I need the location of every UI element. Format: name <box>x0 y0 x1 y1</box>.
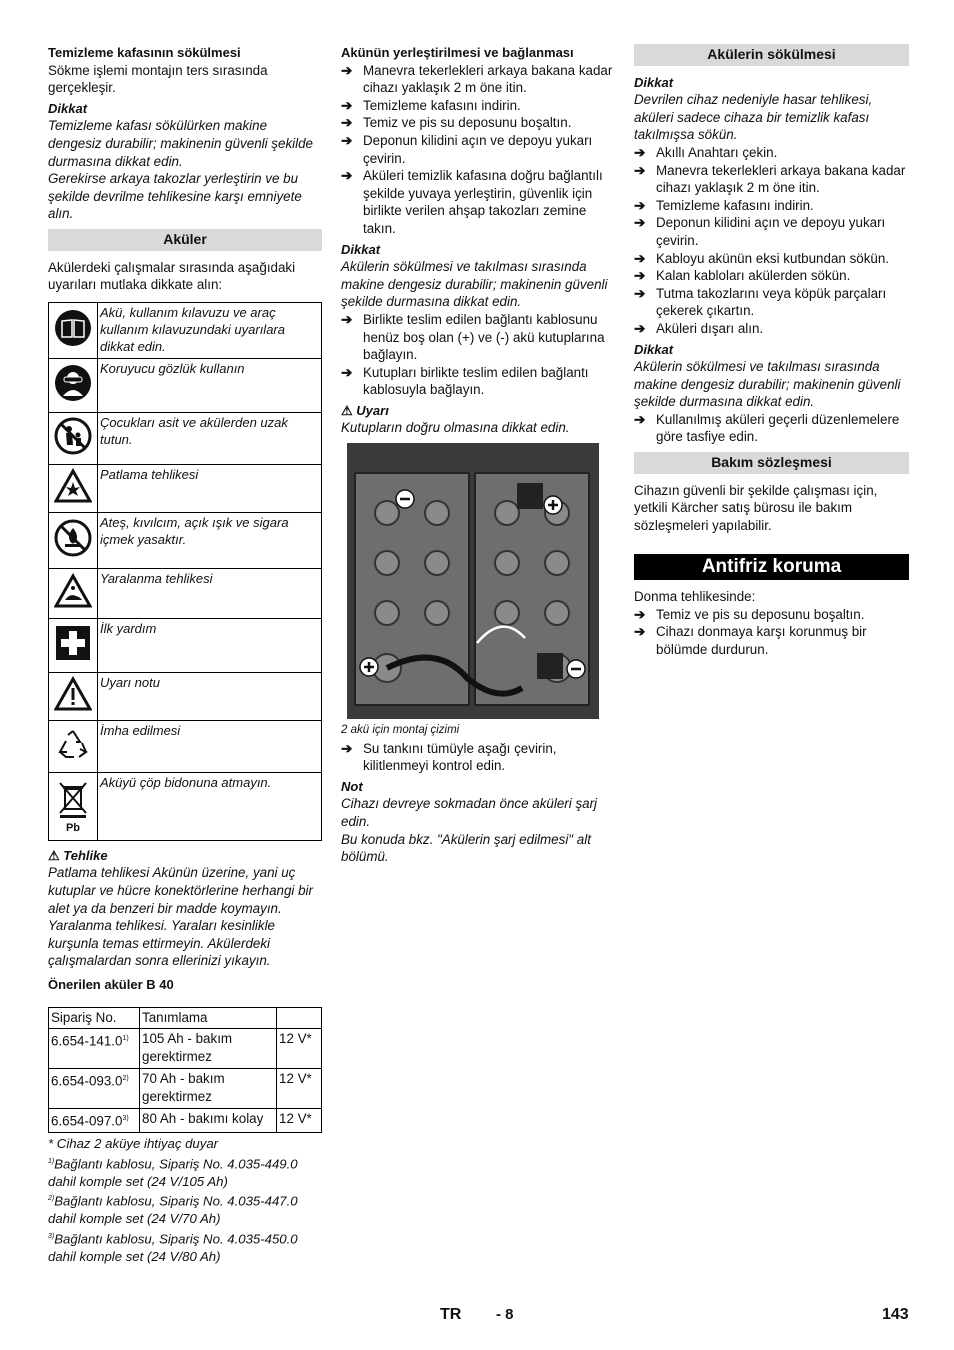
list-item <box>341 740 613 775</box>
table-cell <box>49 1069 140 1109</box>
steps-list <box>341 62 613 238</box>
list-item <box>341 97 613 115</box>
arrow-icon: ➔ <box>341 311 353 327</box>
arrow-icon: ➔ <box>341 364 353 380</box>
footnote-ref: 1) <box>122 1035 129 1043</box>
list-item <box>341 62 613 97</box>
step-text: Aküleri dışarı alın. <box>656 320 764 336</box>
arrow-icon: ➔ <box>341 115 353 131</box>
list-item <box>634 320 909 338</box>
column-left <box>48 44 322 1265</box>
step-text: Deponun kilidini açın ve depoyu yukarı çevirin. <box>363 132 593 166</box>
list-item <box>634 197 909 215</box>
table-cell: 70 Ah - bakım gerektirmez <box>140 1069 277 1109</box>
note-text: Cihazı devreye sokmadan önce aküleri şarj edin. <box>341 796 598 830</box>
pb-label: Pb <box>65 821 81 834</box>
arrow-icon: ➔ <box>634 197 646 213</box>
note-text: Bu konuda bkz. "Akülerin şarj edilmesi" alt bölümü. <box>341 831 591 865</box>
list-item <box>341 114 613 132</box>
section-title-cleaning-head: Temizleme kafasının sökülmesi <box>48 45 241 60</box>
step-text: Akıllı Anahtarı çekin. <box>656 144 778 160</box>
keep-children-away-icon <box>49 412 98 464</box>
footnote <box>48 1228 322 1266</box>
step-text: Deponun kilidini açın ve depoyu yukarı çevirin. <box>656 215 886 248</box>
table-cell: 12 V* <box>277 1069 322 1109</box>
footnote-text: Bağlantı kablosu, Sipariş No. 4.035-450.0 dahil komple set (24 V/80 Ah) <box>48 1231 298 1264</box>
arrow-icon: ➔ <box>341 168 353 184</box>
table-header <box>277 1008 322 1029</box>
arrow-icon: ➔ <box>341 97 353 113</box>
warning-text: Uyarı notu <box>98 672 322 720</box>
order-no: 6.654-097.0 <box>51 1113 123 1129</box>
no-trash-bin-icon <box>49 772 98 840</box>
warning-text: Çocukları asit ve akülerden uzak tutun. <box>98 412 322 464</box>
section-band-maintenance-contract: Bakım sözleşmesi <box>634 452 909 474</box>
list-item <box>634 623 909 658</box>
warning-text: İmha edilmesi <box>98 720 322 772</box>
step-text: Birlikte teslim edilen bağlantı kablosunu henüz boş olan (+) ve (-) akü kutuplarına bağlayın. <box>363 311 605 363</box>
caution-text: Akülerin sökülmesi ve takılması sırasında makine dengesiz durabilir; makinenin güvenli şekilde durmasına dikkat edin. <box>634 359 901 410</box>
warning-text: Kutupların doğru olmasına dikkat edin. <box>341 420 570 436</box>
section-band-batteries: Aküler <box>48 229 322 251</box>
warning-text: Akü, kullanım kılavuzu ve araç kullanım kılavuzundaki uyarılara dikkat edin. <box>98 302 322 358</box>
danger-label <box>48 847 322 865</box>
warning-text: Yaralanma tehlikesi <box>98 568 322 618</box>
step-text: Temiz ve pis su deposunu boşaltın. <box>363 115 572 131</box>
caution-text: Devrilen cihaz nedeniyle hasar tehlikesi, aküleri sadece cihaza bir temizlik kafası takılmışsa sökün. <box>634 92 873 143</box>
list-item <box>341 364 613 399</box>
paragraph: Sökme işlemi montajın ters sırasında gerçekleşir. <box>48 62 268 96</box>
manual-book-icon <box>49 302 98 358</box>
recommended-batteries-title: Önerilen aküler B 40 <box>48 976 174 992</box>
table-row <box>49 1029 322 1069</box>
explosion-hazard-icon <box>49 464 98 512</box>
warning-label-text: Uyarı <box>356 402 389 418</box>
warning-text: Ateş, kıvılcım, açık ışık ve sigara içmek yasaktır. <box>98 512 322 568</box>
table-cell: 105 Ah - bakım gerektirmez <box>140 1029 277 1069</box>
arrow-icon: ➔ <box>634 215 646 231</box>
footnote-text: Bağlantı kablosu, Sipariş No. 4.035-449.0 dahil komple set (24 V/105 Ah) <box>48 1156 298 1189</box>
footnote-ref: 2) <box>48 1195 55 1203</box>
order-no: 6.654-093.0 <box>51 1073 123 1089</box>
warning-label <box>341 402 613 420</box>
step-text: Aküleri temizlik kafasına doğru bağlantılı şekilde yuvaya yerleştirin, güvenlik için birlikte verilen ahşap takozları zemine takın. <box>363 168 603 236</box>
step-text: Manevra tekerlekleri arkaya bakana kadar cihazı yaklaşık 2 m öne itin. <box>656 162 906 196</box>
table-cell <box>49 1029 140 1069</box>
no-fire-icon <box>49 512 98 568</box>
arrow-icon: ➔ <box>341 740 353 756</box>
order-no: 6.654-141.0 <box>51 1033 123 1049</box>
caution-text: Gerekirse arkaya takozlar yerleştirin ve bu şekilde devrilme tehlikesine karşı emniyete alın. <box>48 171 302 222</box>
caution-label: Dikkat <box>634 341 674 357</box>
warning-text: Aküyü çöp bidonuna atmayın. <box>98 772 322 840</box>
caution-label: Dikkat <box>634 74 674 90</box>
list-item <box>341 167 613 237</box>
warning-text: Koruyucu gözlük kullanın <box>98 358 322 412</box>
note-label: Not <box>341 778 363 794</box>
footnote-ref: 1) <box>48 1157 55 1165</box>
footnote <box>48 1153 322 1191</box>
warning-triangle-icon: ⚠ <box>48 847 64 863</box>
footnote-ref: 3) <box>48 1232 55 1240</box>
step-text: Kabloyu akünün eksi kutbundan sökün. <box>656 250 890 266</box>
arrow-icon: ➔ <box>634 144 646 160</box>
footer-language: TR <box>440 1306 462 1323</box>
step-text: Tutma takozlarını veya köpük parçaları çekerek çıkartın. <box>656 285 887 319</box>
battery-installation-photo <box>347 443 599 719</box>
corrosive-injury-icon <box>49 568 98 618</box>
list-item <box>341 132 613 167</box>
steps-list <box>634 411 909 446</box>
column-right <box>634 44 909 658</box>
table-header-row <box>49 1008 322 1029</box>
list-item <box>634 411 909 446</box>
danger-text: Patlama tehlikesi Akünün üzerine, yani uç kutuplar ve hücre konektörlerine herhangi bir alet ya da benzeri bir madde koymayın. Yaralanma tehlikesi. Yaraları kesinlikle kurşunla temas ettirmeyin. Akülerdeki çalışmalardan sonra ellerinizi yıkayın. <box>48 865 313 969</box>
battery-table <box>48 1007 322 1133</box>
table-header: Sipariş No. <box>49 1008 140 1029</box>
footnote-ref: 2) <box>122 1075 129 1083</box>
section-title-install-battery: Akünün yerleştirilmesi ve bağlanması <box>341 45 574 60</box>
danger-label-text: Tehlike <box>63 847 108 863</box>
table-row <box>49 1109 322 1133</box>
arrow-icon: ➔ <box>341 132 353 148</box>
warning-triangle-icon: ⚠ <box>341 402 357 418</box>
steps-list <box>634 144 909 338</box>
footnote <box>48 1190 322 1228</box>
caution-text: Temizleme kafası sökülürken makine dengesiz durabilir; makinenin güvenli şekilde durmasına dikkat edin. <box>48 118 313 169</box>
step-text: Cihazı donmaya karşı korunmuş bir bölümde durdurun. <box>656 624 867 657</box>
caution-text: Akülerin sökülmesi ve takılması sırasında makine dengesiz durabilir; makinenin güvenli şekilde durmasına dikkat edin. <box>341 259 608 310</box>
footnote: * Cihaz 2 aküye ihtiyaç duyar <box>48 1136 219 1152</box>
list-item <box>634 214 909 249</box>
arrow-icon: ➔ <box>634 250 646 266</box>
arrow-icon: ➔ <box>634 320 646 336</box>
first-aid-icon <box>49 618 98 672</box>
step-text: Kullanılmış aküleri geçerli düzenlemelere göre tasfiye edin. <box>656 411 900 445</box>
step-text: Temizleme kafasını indirin. <box>656 197 814 213</box>
step-text: Su tankını tümüyle aşağı çevirin, kilitlenmeyi kontrol edin. <box>363 740 557 774</box>
step-text: Manevra tekerlekleri arkaya bakana kadar cihazı yaklaşık 2 m öne itin. <box>363 62 613 96</box>
arrow-icon: ➔ <box>634 624 646 640</box>
caution-label: Dikkat <box>48 100 88 116</box>
section-band-antifreeze: Antifriz koruma <box>634 554 909 580</box>
footer-page-number: 143 <box>882 1306 909 1323</box>
step-text: Kalan kabloları akülerden sökün. <box>656 268 851 284</box>
paragraph: Donma tehlikesinde: <box>634 589 756 605</box>
photo-caption: 2 akü için montaj çizimi <box>341 724 460 737</box>
table-cell: 12 V* <box>277 1109 322 1133</box>
section-band-remove-batteries: Akülerin sökülmesi <box>634 44 909 66</box>
goggles-icon <box>49 358 98 412</box>
arrow-icon: ➔ <box>634 411 646 427</box>
table-cell <box>49 1109 140 1133</box>
arrow-icon: ➔ <box>634 606 646 622</box>
list-item <box>634 267 909 285</box>
recycle-icon <box>49 720 98 772</box>
steps-list <box>341 311 613 399</box>
warning-text: İlk yardım <box>98 618 322 672</box>
step-text: Temiz ve pis su deposunu boşaltın. <box>656 606 865 622</box>
paragraph: Akülerdeki çalışmalar sırasında aşağıdaki uyarıları mutlaka dikkate alın: <box>48 259 296 293</box>
step-text: Temizleme kafasını indirin. <box>363 97 521 113</box>
list-item <box>634 606 909 624</box>
footnote-text: Bağlantı kablosu, Sipariş No. 4.035-447.0 dahil komple set (24 V/70 Ah) <box>48 1193 298 1227</box>
footer-local-page: - 8 <box>496 1306 514 1323</box>
table-cell: 80 Ah - bakımı kolay <box>140 1109 277 1133</box>
warning-triangle-icon <box>49 672 98 720</box>
list-item <box>634 285 909 320</box>
table-row <box>49 1069 322 1109</box>
list-item <box>341 311 613 364</box>
steps-list <box>634 606 909 659</box>
column-middle <box>341 44 613 866</box>
footnote-ref: 3) <box>122 1115 129 1123</box>
step-text: Kutupları birlikte teslim edilen bağlantı kablosuyla bağlayın. <box>363 364 589 398</box>
list-item <box>634 250 909 268</box>
arrow-icon: ➔ <box>341 62 353 78</box>
list-item <box>634 144 909 162</box>
paragraph: Cihazın güvenli bir şekilde çalışması için, yetkili Kärcher satış bürosu ile bakım sözleşmeleri yapılabilir. <box>634 482 878 533</box>
warning-text: Patlama tehlikesi <box>98 464 322 512</box>
list-item <box>634 162 909 197</box>
table-cell: 12 V* <box>277 1029 322 1069</box>
arrow-icon: ➔ <box>634 162 646 178</box>
steps-list <box>341 740 613 775</box>
caution-label: Dikkat <box>341 241 381 257</box>
table-header: Tanımlama <box>140 1008 277 1029</box>
arrow-icon: ➔ <box>634 285 646 301</box>
battery-warnings-table <box>48 302 322 841</box>
arrow-icon: ➔ <box>634 268 646 284</box>
